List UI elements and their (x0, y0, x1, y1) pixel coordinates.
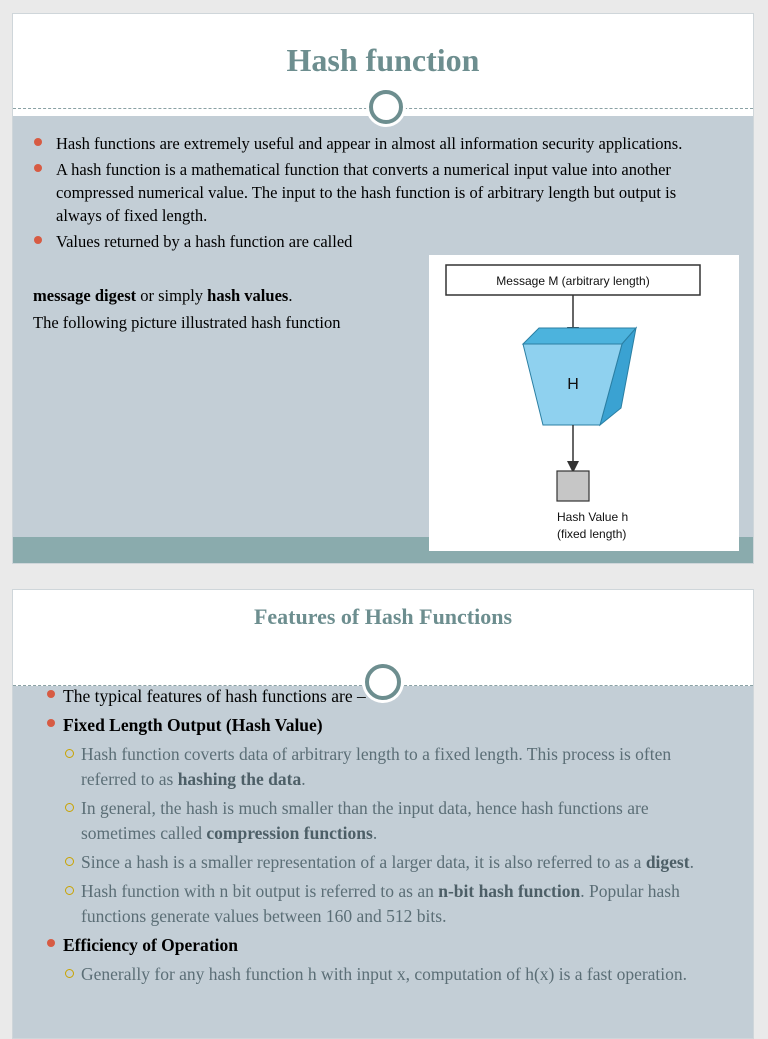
term-message-digest: message digest (33, 286, 137, 305)
bullet-dot-icon (34, 138, 42, 146)
circle-bullet-icon (65, 886, 74, 895)
slide-features (12, 589, 754, 1039)
period: . (288, 286, 293, 305)
bullet-item (45, 684, 725, 709)
connector-text: or simply (136, 286, 208, 305)
sub-bullet-text: . Popular hash functions generate values between 160 and 512 bits. (81, 881, 680, 926)
picture-intro-line: The following picture illustrated hash function (33, 313, 341, 332)
feature-list (45, 684, 725, 991)
circle-bullet-icon (65, 803, 74, 812)
term-hash-values: hash values (207, 286, 289, 305)
bullet-dot-icon (47, 939, 55, 947)
hash-value-box (557, 471, 589, 501)
bullet-text: A hash function is a mathematical function that converts a numerical input value into another compressed numerical value. The input to the hash function is of arbitrary length but output is always of fixed length. (56, 160, 677, 225)
circle-bullet-icon (65, 857, 74, 866)
divider-ring-icon (369, 90, 403, 124)
feature-heading: Efficiency of Operation (63, 935, 238, 955)
circle-bullet-icon (65, 969, 74, 978)
output-label-1: Hash Value h (557, 510, 629, 524)
bullet-text: The typical features of hash functions are – (63, 686, 366, 706)
slide-hash-function (12, 13, 754, 564)
bullet-dot-icon (47, 719, 55, 727)
period: . (689, 852, 694, 872)
bullet-item (45, 713, 725, 738)
function-label: H (567, 376, 579, 393)
sub-bullet-text: Hash function with n bit output is referred to as an (81, 881, 439, 901)
period: . (372, 823, 378, 843)
output-label-2: (fixed length) (557, 527, 627, 541)
bullet-list (33, 132, 723, 256)
bullet-dot-icon (34, 164, 42, 172)
sub-bullet-item (45, 850, 725, 875)
slide-title: Hash function (286, 42, 480, 78)
sub-bullet-text: In general, the hash is much smaller than the input data, hence hash functions are sometimes called (81, 798, 649, 843)
bullet-item (33, 158, 723, 227)
term-n-bit-hash-function: n-bit hash function (438, 881, 581, 901)
term-digest: digest (645, 852, 690, 872)
diagram-svg (429, 255, 739, 551)
bullet-item (33, 230, 446, 253)
bullet-item (33, 132, 723, 155)
circle-bullet-icon (65, 749, 74, 758)
slide-title: Features of Hash Functions (253, 604, 513, 629)
bullet-text: Hash functions are extremely useful and appear in almost all information security applications. (56, 134, 683, 153)
function-top-face (523, 328, 636, 344)
feature-heading: Fixed Length Output (Hash Value) (63, 715, 323, 735)
bullet-item (45, 933, 725, 958)
sub-bullet-item (45, 962, 725, 987)
sub-bullet-item (45, 879, 725, 929)
hash-function-diagram (429, 255, 739, 551)
sub-bullet-text: Generally for any hash function h with input x, computation of h(x) is a fast operation. (81, 964, 688, 984)
period: . (301, 769, 306, 789)
sub-bullet-text: Hash function coverts data of arbitrary length to a fixed length. This process is often referred to as (81, 744, 672, 789)
bullet-dot-icon (34, 236, 42, 244)
term-compression-functions: compression functions (206, 823, 373, 843)
sub-bullet-item (45, 796, 725, 846)
message-label: Message M (arbitrary length) (496, 274, 650, 288)
sub-bullet-text: Since a hash is a smaller representation of a larger data, it is also referred to as a (81, 852, 646, 872)
bullet-dot-icon (47, 690, 55, 698)
bullet-text: Values returned by a hash function are called (56, 232, 353, 251)
message-digest-line (33, 284, 292, 307)
sub-bullet-item (45, 742, 725, 792)
term-hashing-the-data: hashing the data (177, 769, 302, 789)
